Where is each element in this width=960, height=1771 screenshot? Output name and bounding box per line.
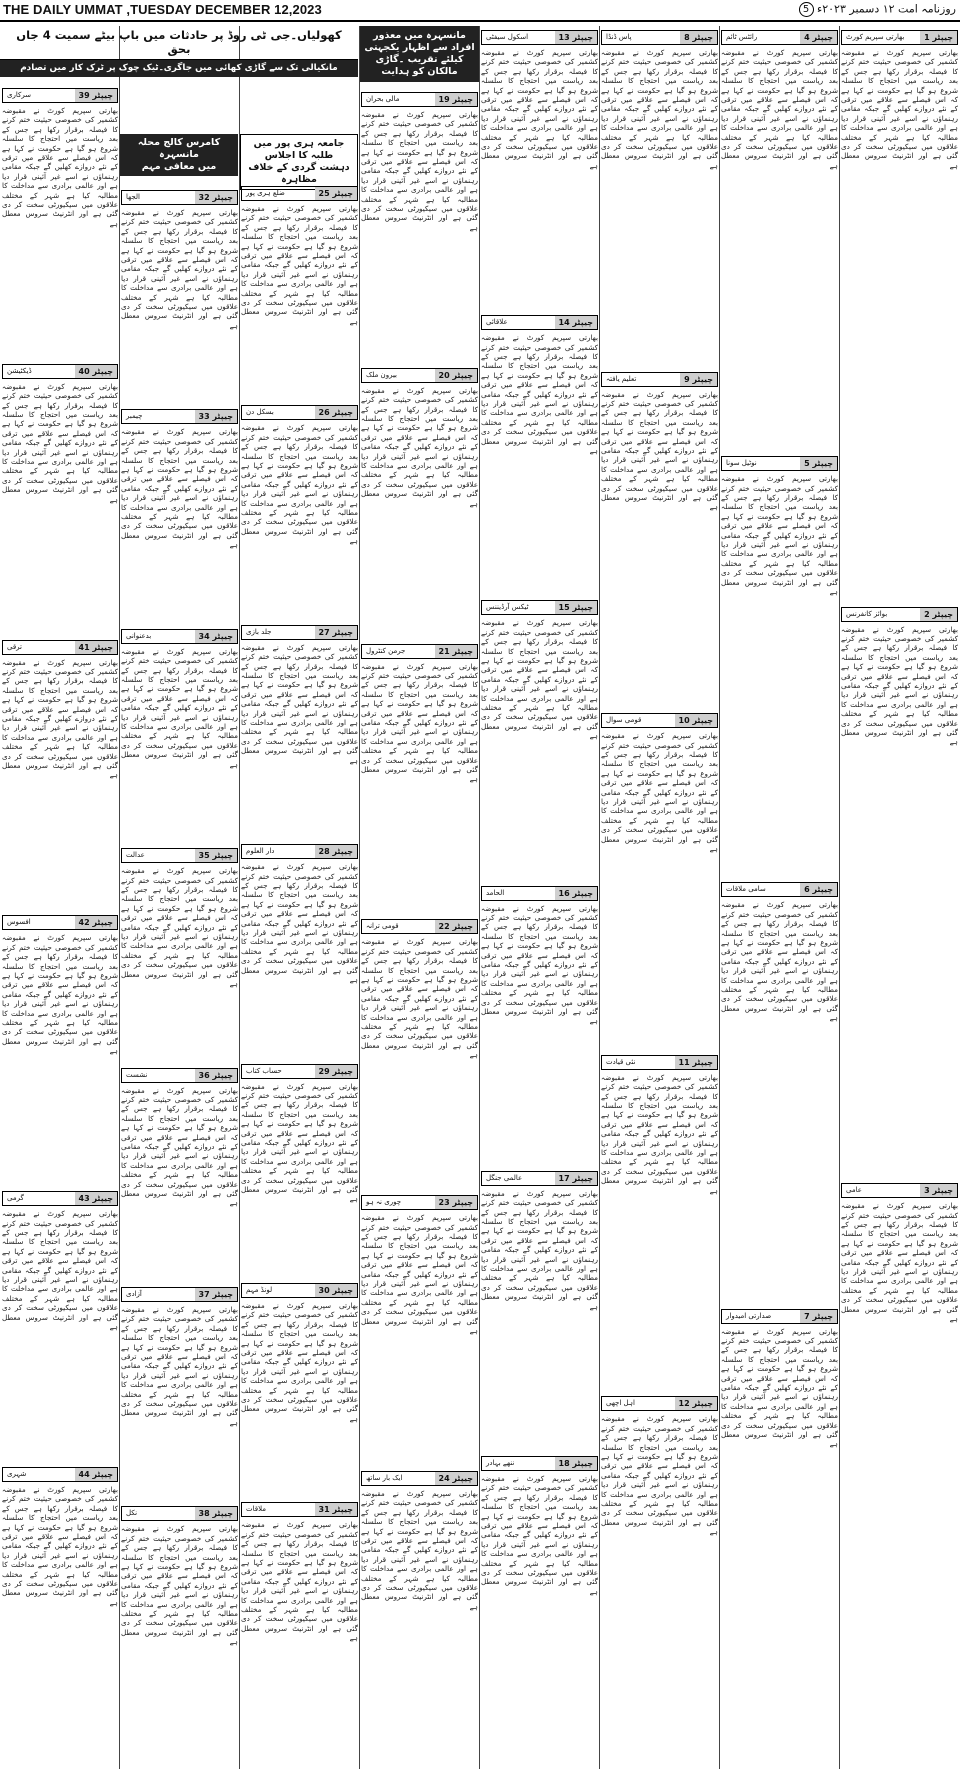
article-body: بھارتی سپریم کورٹ نے مقبوضہ کشمیر کی خصوصی حیثیت ختم کرنے کا فیصلہ برقرار رکھا ہے جس کے بعد ریاست میں احتجاج کا سلسلہ شروع ہو گیا ہے حکومت نے کہا ہے کہ اس فیصلے سے علاقے میں ترقی کے نئے دروازے کھلیں گے جبکہ مقامی رہنماؤں نے اسے غیر آئینی قرار دیا ہے اور عالمی برادری سے مداخلت کا مطالبہ کیا ہے شہر کے مختلف علاقوں میں سیکیورٹی سخت کر دی گئی ہے اور انٹرنیٹ سروس معطل ہے [241,1520,358,1643]
main-story-headline: کھولیاں۔جی ٹی روڈ پر حادثات میں باپ بیٹے سمیت 4 جاں بحق [0,26,358,60]
chapter-number: چیپٹر 13 [555,31,597,44]
article-body: بھارتی سپریم کورٹ نے مقبوضہ کشمیر کی خصوصی حیثیت ختم کرنے کا فیصلہ برقرار رکھا ہے جس کے بعد ریاست میں احتجاج کا سلسلہ شروع ہو گیا ہے حکومت نے کہا ہے کہ اس فیصلے سے علاقے میں ترقی کے نئے دروازے کھلیں گے جبکہ مقامی رہنماؤں نے اسے غیر آئینی قرار دیا ہے اور عالمی برادری سے مداخلت کا مطالبہ کیا ہے شہر کے مختلف علاقوں میں سیکیورٹی سخت کر دی گئی ہے اور انٹرنیٹ سروس معطل ہے [361,385,478,508]
chapter-number: چیپٹر 36 [195,1069,237,1082]
column-rule [719,26,720,1769]
chapter-subject: آزادی [126,1289,142,1298]
chapter-subject: اسکول سیفٹی [486,33,529,41]
chapter-number: چیپٹر 39 [75,89,117,102]
story4-subheadline-text: دہشت گردی کے خلاف مظاہرہ [248,161,350,185]
chapter-label [121,848,238,863]
chapter-number: چیپٹر 22 [435,920,477,933]
article-body: بھارتی سپریم کورٹ نے مقبوضہ کشمیر کی خصوصی حیثیت ختم کرنے کا فیصلہ برقرار رکھا ہے جس کے بعد ریاست میں احتجاج کا سلسلہ شروع ہو گیا ہے حکومت نے کہا ہے کہ اس فیصلے سے علاقے میں ترقی کے نئے دروازے کھلیں گے جبکہ مقامی رہنماؤں نے اسے غیر آئینی قرار دیا ہے اور عالمی برادری سے مداخلت کا مطالبہ کیا ہے شہر کے مختلف علاقوں میں سیکیورٹی سخت کر دی گئی ہے اور انٹرنیٹ سروس معطل ہے [841,1201,958,1324]
main-story-headline-box [0,26,358,80]
chapter-subject: مالی بحران [366,95,400,103]
chapter-label [481,1171,598,1186]
chapter-label [361,1471,478,1486]
chapter-number: چیپٹر 1 [920,31,957,44]
chapter-label [241,1502,358,1517]
news-column [721,26,838,1769]
article-body: بھارتی سپریم کورٹ نے مقبوضہ کشمیر کی خصوصی حیثیت ختم کرنے کا فیصلہ برقرار رکھا ہے جس کے بعد ریاست میں احتجاج کا سلسلہ شروع ہو گیا ہے حکومت نے کہا ہے کہ اس فیصلے سے علاقے میں ترقی کے نئے دروازے کھلیں گے جبکہ مقامی رہنماؤں نے اسے غیر آئینی قرار دیا ہے اور عالمی برادری سے مداخلت کا مطالبہ کیا ہے شہر کے مختلف علاقوں میں سیکیورٹی سخت کر دی گئی ہے اور انٹرنیٹ سروس معطل ہے [481,333,598,456]
chapter-label [121,409,238,424]
story4-headline-box [240,134,358,185]
column-rule [839,26,840,1769]
chapter-label [721,30,838,45]
article-body: بھارتی سپریم کورٹ نے مقبوضہ کشمیر کی خصوصی حیثیت ختم کرنے کا فیصلہ برقرار رکھا ہے جس کے بعد ریاست میں احتجاج کا سلسلہ شروع ہو گیا ہے حکومت نے کہا ہے کہ اس فیصلے سے علاقے میں ترقی کے نئے دروازے کھلیں گے جبکہ مقامی رہنماؤں نے اسے غیر آئینی قرار دیا ہے اور عالمی برادری سے مداخلت کا مطالبہ کیا ہے شہر کے مختلف علاقوں میں سیکیورٹی سخت کر دی گئی ہے اور انٹرنیٹ سروس معطل ہے [121,208,238,330]
article-body: بھارتی سپریم کورٹ نے مقبوضہ کشمیر کی خصوصی حیثیت ختم کرنے کا فیصلہ برقرار رکھا ہے جس کے بعد ریاست میں احتجاج کا سلسلہ شروع ہو گیا ہے حکومت نے کہا ہے کہ اس فیصلے سے علاقے میں ترقی کے نئے دروازے کھلیں گے جبکہ مقامی رہنماؤں نے اسے غیر آئینی قرار دیا ہے اور عالمی برادری سے مداخلت کا مطالبہ کیا ہے شہر کے مختلف علاقوں میں سیکیورٹی سخت کر دی گئی ہے اور انٹرنیٹ سروس معطل ہے [601,1414,718,1537]
chapter-label [2,640,118,655]
chapter-label [121,1506,238,1521]
chapter-subject: عامی [846,1186,862,1195]
chapter-label [481,886,598,901]
article-body: بھارتی سپریم کورٹ نے مقبوضہ کشمیر کی خصوصی حیثیت ختم کرنے کا فیصلہ برقرار رکھا ہے جس کے بعد ریاست میں احتجاج کا سلسلہ شروع ہو گیا ہے حکومت نے کہا ہے کہ اس فیصلے سے علاقے میں ترقی کے نئے دروازے کھلیں گے جبکہ مقامی رہنماؤں نے اسے غیر آئینی قرار دیا ہے اور عالمی برادری سے مداخلت کا مطالبہ کیا ہے شہر کے مختلف علاقوں میں سیکیورٹی سخت کر دی گئی ہے اور انٹرنیٹ سروس معطل ہے [241,423,358,546]
column-rule [599,26,600,1769]
chapter-subject: نوٹیل سونا [726,459,757,468]
chapter-number: چیپٹر 5 [800,457,837,470]
chapter-label [241,405,358,420]
chapter-label [481,600,598,615]
chapter-number: چیپٹر 16 [555,887,597,900]
news-column [121,186,238,1769]
chapter-subject: سرکاری [7,91,32,99]
chapter-subject: چیمبر [126,412,143,421]
article-body: بھارتی سپریم کورٹ نے مقبوضہ کشمیر کی خصوصی حیثیت ختم کرنے کا فیصلہ برقرار رکھا ہے جس کے بعد ریاست میں احتجاج کا سلسلہ شروع ہو گیا ہے حکومت نے کہا ہے کہ اس فیصلے سے علاقے میں ترقی کے نئے دروازے کھلیں گے جبکہ مقامی رہنماؤں نے اسے غیر آئینی قرار دیا ہے اور عالمی برادری سے مداخلت کا مطالبہ کیا ہے شہر کے مختلف علاقوں میں سیکیورٹی سخت کر دی گئی ہے اور انٹرنیٹ سروس معطل ہے [721,48,838,170]
chapter-label [121,629,238,644]
article-body: بھارتی سپریم کورٹ نے مقبوضہ کشمیر کی خصوصی حیثیت ختم کرنے کا فیصلہ برقرار رکھا ہے جس کے بعد ریاست میں احتجاج کا سلسلہ شروع ہو گیا ہے حکومت نے کہا ہے کہ اس فیصلے سے علاقے میں ترقی کے نئے دروازے کھلیں گے جبکہ مقامی رہنماؤں نے اسے غیر آئینی قرار دیا ہے اور عالمی برادری سے مداخلت کا مطالبہ کیا ہے شہر کے مختلف علاقوں میں سیکیورٹی سخت کر دی گئی ہے اور انٹرنیٹ سروس معطل ہے [361,1213,478,1336]
article-body: بھارتی سپریم کورٹ نے مقبوضہ کشمیر کی خصوصی حیثیت ختم کرنے کا فیصلہ برقرار رکھا ہے جس کے بعد ریاست میں احتجاج کا سلسلہ شروع ہو گیا ہے حکومت نے کہا ہے کہ اس فیصلے سے علاقے میں ترقی کے نئے دروازے کھلیں گے جبکہ مقامی رہنماؤں نے اسے غیر آئینی قرار دیا ہے اور عالمی برادری سے مداخلت کا مطالبہ کیا ہے شہر کے مختلف علاقوں میں سیکیورٹی سخت کر دی گئی ہے اور انٹرنیٹ سروس معطل ہے [361,1488,478,1611]
chapter-label [601,30,718,45]
chapter-number: چیپٹر 34 [195,630,237,643]
chapter-subject: عالمی جنگل [486,1173,523,1182]
column-rule [479,26,480,1769]
article-body: بھارتی سپریم کورٹ نے مقبوضہ کشمیر کی خصوصی حیثیت ختم کرنے کا فیصلہ برقرار رکھا ہے جس کے بعد ریاست میں احتجاج کا سلسلہ شروع ہو گیا ہے حکومت نے کہا ہے کہ اس فیصلے سے علاقے میں ترقی کے نئے دروازے کھلیں گے جبکہ مقامی رہنماؤں نے اسے غیر آئینی قرار دیا ہے اور عالمی برادری سے مداخلت کا مطالبہ کیا ہے شہر کے مختلف علاقوں میں سیکیورٹی سخت کر دی گئی ہے اور انٹرنیٹ سروس معطل ہے [841,48,958,170]
chapter-label [241,186,358,201]
chapter-label [241,844,358,859]
chapter-subject: الجھا [126,193,140,201]
chapter-subject: نشست [126,1070,148,1079]
chapter-label [241,1064,358,1079]
chapter-number: چیپٹر 43 [75,1192,117,1205]
chapter-number: چیپٹر 6 [800,883,837,896]
article-body: بھارتی سپریم کورٹ نے مقبوضہ کشمیر کی خصوصی حیثیت ختم کرنے کا فیصلہ برقرار رکھا ہے جس کے بعد ریاست میں احتجاج کا سلسلہ شروع ہو گیا ہے حکومت نے کہا ہے کہ اس فیصلے سے علاقے میں ترقی کے نئے دروازے کھلیں گے جبکہ مقامی رہنماؤں نے اسے غیر آئینی قرار دیا ہے اور عالمی برادری سے مداخلت کا مطالبہ کیا ہے شہر کے مختلف علاقوں میں سیکیورٹی سخت کر دی گئی ہے اور انٹرنیٹ سروس معطل ہے [2,1484,118,1607]
chapter-subject: لونڈ مہم [246,1285,273,1294]
english-dateline: THE DAILY UMMAT ,TUESDAY DECEMBER 12,2023 [3,2,322,17]
article-body: بھارتی سپریم کورٹ نے مقبوضہ کشمیر کی خصوصی حیثیت ختم کرنے کا فیصلہ برقرار رکھا ہے جس کے بعد ریاست میں احتجاج کا سلسلہ شروع ہو گیا ہے حکومت نے کہا ہے کہ اس فیصلے سے علاقے میں ترقی کے نئے دروازے کھلیں گے جبکہ مقامی رہنماؤں نے اسے غیر آئینی قرار دیا ہے اور عالمی برادری سے مداخلت کا مطالبہ کیا ہے شہر کے مختلف علاقوں میں سیکیورٹی سخت کر دی گئی ہے اور انٹرنیٹ سروس معطل ہے [241,1300,358,1423]
chapter-number: چیپٹر 3 [920,1184,957,1197]
chapter-label [2,1467,118,1482]
chapter-label [121,1287,238,1302]
news-column [481,26,598,1769]
chapter-subject: عدالت [126,851,145,860]
story3-headline-box [120,134,238,182]
chapter-number: چیپٹر 4 [800,31,837,44]
chapter-subject: رائٹس ٹائم [726,33,758,41]
article-body: بھارتی سپریم کورٹ نے مقبوضہ کشمیر کی خصوصی حیثیت ختم کرنے کا فیصلہ برقرار رکھا ہے جس کے بعد ریاست میں احتجاج کا سلسلہ شروع ہو گیا ہے حکومت نے کہا ہے کہ اس فیصلے سے علاقے میں ترقی کے نئے دروازے کھلیں گے جبکہ مقامی رہنماؤں نے اسے غیر آئینی قرار دیا ہے اور عالمی برادری سے مداخلت کا مطالبہ کیا ہے شہر کے مختلف علاقوں میں سیکیورٹی سخت کر دی گئی ہے اور انٹرنیٹ سروس معطل ہے [121,1085,238,1208]
article-body: بھارتی سپریم کورٹ نے مقبوضہ کشمیر کی خصوصی حیثیت ختم کرنے کا فیصلہ برقرار رکھا ہے جس کے بعد ریاست میں احتجاج کا سلسلہ شروع ہو گیا ہے حکومت نے کہا ہے کہ اس فیصلے سے علاقے میں ترقی کے نئے دروازے کھلیں گے جبکہ مقامی رہنماؤں نے اسے غیر آئینی قرار دیا ہے اور عالمی برادری سے مداخلت کا مطالبہ کیا ہے شہر کے مختلف علاقوں میں سیکیورٹی سخت کر دی گئی ہے اور انٹرنیٹ سروس معطل ہے [601,1072,718,1195]
chapter-number: چیپٹر 9 [680,373,717,386]
article-body: بھارتی سپریم کورٹ نے مقبوضہ کشمیر کی خصوصی حیثیت ختم کرنے کا فیصلہ برقرار رکھا ہے جس کے بعد ریاست میں احتجاج کا سلسلہ شروع ہو گیا ہے حکومت نے کہا ہے کہ اس فیصلے سے علاقے میں ترقی کے نئے دروازے کھلیں گے جبکہ مقامی رہنماؤں نے اسے غیر آئینی قرار دیا ہے اور عالمی برادری سے مداخلت کا مطالبہ کیا ہے شہر کے مختلف علاقوں میں سیکیورٹی سخت کر دی گئی ہے اور انٹرنیٹ سروس معطل ہے [241,862,358,985]
chapter-subject: چوری نہ ہو [366,1198,402,1207]
chapter-label [2,364,118,379]
article-body: بھارتی سپریم کورٹ نے مقبوضہ کشمیر کی خصوصی حیثیت ختم کرنے کا فیصلہ برقرار رکھا ہے جس کے بعد ریاست میں احتجاج کا سلسلہ شروع ہو گیا ہے حکومت نے کہا ہے کہ اس فیصلے سے علاقے میں ترقی کے نئے دروازے کھلیں گے جبکہ مقامی رہنماؤں نے اسے غیر آئینی قرار دیا ہے اور عالمی برادری سے مداخلت کا مطالبہ کیا ہے شہر کے مختلف علاقوں میں سیکیورٹی سخت کر دی گئی ہے اور انٹرنیٹ سروس معطل ہے [121,427,238,550]
chapter-number: چیپٹر 42 [75,916,117,929]
chapter-number: چیپٹر 2 [920,608,957,621]
article-body: بھارتی سپریم کورٹ نے مقبوضہ کشمیر کی خصوصی حیثیت ختم کرنے کا فیصلہ برقرار رکھا ہے جس کے بعد ریاست میں احتجاج کا سلسلہ شروع ہو گیا ہے حکومت نے کہا ہے کہ اس فیصلے سے علاقے میں ترقی کے نئے دروازے کھلیں گے جبکہ مقامی رہنماؤں نے اسے غیر آئینی قرار دیا ہے اور عالمی برادری سے مداخلت کا مطالبہ کیا ہے شہر کے مختلف علاقوں میں سیکیورٹی سخت کر دی گئی ہے اور انٹرنیٹ سروس معطل ہے [721,474,838,597]
article-body: بھارتی سپریم کورٹ نے مقبوضہ کشمیر کی خصوصی حیثیت ختم کرنے کا فیصلہ برقرار رکھا ہے جس کے بعد ریاست میں احتجاج کا سلسلہ شروع ہو گیا ہے حکومت نے کہا ہے کہ اس فیصلے سے علاقے میں ترقی کے نئے دروازے کھلیں گے جبکہ مقامی رہنماؤں نے اسے غیر آئینی قرار دیا ہے اور عالمی برادری سے مداخلت کا مطالبہ کیا ہے شہر کے مختلف علاقوں میں سیکیورٹی سخت کر دی گئی ہے اور انٹرنیٹ سروس معطل ہے [601,389,718,512]
chapter-number: چیپٹر 37 [195,1288,237,1301]
chapter-number: چیپٹر 32 [195,191,237,204]
chapter-number: چیپٹر 18 [555,1457,597,1470]
chapter-number: چیپٹر 31 [315,1503,357,1516]
chapter-label [601,713,718,728]
chapter-subject: نئی قیادت [606,1057,636,1066]
column-rule [239,26,240,1769]
chapter-number: چیپٹر 20 [435,369,477,382]
chapter-label [121,190,238,205]
article-body: بھارتی سپریم کورٹ نے مقبوضہ کشمیر کی خصوصی حیثیت ختم کرنے کا فیصلہ برقرار رکھا ہے جس کے بعد ریاست میں احتجاج کا سلسلہ شروع ہو گیا ہے حکومت نے کہا ہے کہ اس فیصلے سے علاقے میں ترقی کے نئے دروازے کھلیں گے جبکہ مقامی رہنماؤں نے اسے غیر آئینی قرار دیا ہے اور عالمی برادری سے مداخلت کا مطالبہ کیا ہے شہر کے مختلف علاقوں میں سیکیورٹی سخت کر دی گئی ہے اور انٹرنیٹ سروس معطل ہے [2,381,118,504]
chapter-label [721,882,838,897]
chapter-subject: ڈیکٹیشن [7,366,32,375]
article-body: بھارتی سپریم کورٹ نے مقبوضہ کشمیر کی خصوصی حیثیت ختم کرنے کا فیصلہ برقرار رکھا ہے جس کے بعد ریاست میں احتجاج کا سلسلہ شروع ہو گیا ہے حکومت نے کہا ہے کہ اس فیصلے سے علاقے میں ترقی کے نئے دروازے کھلیں گے جبکہ مقامی رہنماؤں نے اسے غیر آئینی قرار دیا ہے اور عالمی برادری سے مداخلت کا مطالبہ کیا ہے شہر کے مختلف علاقوں میں سیکیورٹی سخت کر دی گئی ہے اور انٹرنیٹ سروس معطل ہے [481,1473,598,1596]
chapter-subject: بسکل دن [246,408,274,417]
article-body: بھارتی سپریم کورٹ نے مقبوضہ کشمیر کی خصوصی حیثیت ختم کرنے کا فیصلہ برقرار رکھا ہے جس کے بعد ریاست میں احتجاج کا سلسلہ شروع ہو گیا ہے حکومت نے کہا ہے کہ اس فیصلے سے علاقے میں ترقی کے نئے دروازے کھلیں گے جبکہ مقامی رہنماؤں نے اسے غیر آئینی قرار دیا ہے اور عالمی برادری سے مداخلت کا مطالبہ کیا ہے شہر کے مختلف علاقوں میں سیکیورٹی سخت کر دی گئی ہے اور انٹرنیٹ سروس معطل ہے [2,1209,118,1332]
chapter-number: چیپٹر 26 [315,406,357,419]
chapter-subject: بھارتی سپریم کورٹ [846,33,905,41]
article-body: بھارتی سپریم کورٹ نے مقبوضہ کشمیر کی خصوصی حیثیت ختم کرنے کا فیصلہ برقرار رکھا ہے جس کے بعد ریاست میں احتجاج کا سلسلہ شروع ہو گیا ہے حکومت نے کہا ہے کہ اس فیصلے سے علاقے میں ترقی کے نئے دروازے کھلیں گے جبکہ مقامی رہنماؤں نے اسے غیر آئینی قرار دیا ہے اور عالمی برادری سے مداخلت کا مطالبہ کیا ہے شہر کے مختلف علاقوں میں سیکیورٹی سخت کر دی گئی ہے اور انٹرنیٹ سروس معطل ہے [481,618,598,741]
chapter-label [721,1309,838,1324]
chapter-subject: گرمی [7,1194,24,1203]
article-body: بھارتی سپریم کورٹ نے مقبوضہ کشمیر کی خصوصی حیثیت ختم کرنے کا فیصلہ برقرار رکھا ہے جس کے بعد ریاست میں احتجاج کا سلسلہ شروع ہو گیا ہے حکومت نے کہا ہے کہ اس فیصلے سے علاقے میں ترقی کے نئے دروازے کھلیں گے جبکہ مقامی رہنماؤں نے اسے غیر آئینی قرار دیا ہے اور عالمی برادری سے مداخلت کا مطالبہ کیا ہے شہر کے مختلف علاقوں میں سیکیورٹی سخت کر دی گئی ہے اور انٹرنیٹ سروس معطل ہے [721,900,838,1023]
article-body: بھارتی سپریم کورٹ نے مقبوضہ کشمیر کی خصوصی حیثیت ختم کرنے کا فیصلہ برقرار رکھا ہے جس کے بعد ریاست میں احتجاج کا سلسلہ شروع ہو گیا ہے حکومت نے کہا ہے کہ اس فیصلے سے علاقے میں ترقی کے نئے دروازے کھلیں گے جبکہ مقامی رہنماؤں نے اسے غیر آئینی قرار دیا ہے اور عالمی برادری سے مداخلت کا مطالبہ کیا ہے شہر کے مختلف علاقوں میں سیکیورٹی سخت کر دی گئی ہے اور انٹرنیٹ سروس معطل ہے [2,933,118,1056]
chapter-subject: ترقی [7,642,22,651]
column-rule [119,26,120,1769]
article-body: بھارتی سپریم کورٹ نے مقبوضہ کشمیر کی خصوصی حیثیت ختم کرنے کا فیصلہ برقرار رکھا ہے جس کے بعد ریاست میں احتجاج کا سلسلہ شروع ہو گیا ہے حکومت نے کہا ہے کہ اس فیصلے سے علاقے میں ترقی کے نئے دروازے کھلیں گے جبکہ مقامی رہنماؤں نے اسے غیر آئینی قرار دیا ہے اور عالمی برادری سے مداخلت کا مطالبہ کیا ہے شہر کے مختلف علاقوں میں سیکیورٹی سخت کر دی گئی ہے اور انٹرنیٹ سروس معطل ہے [841,624,958,747]
chapter-label [481,315,598,330]
chapter-label [481,30,598,45]
chapter-label [2,88,118,103]
article-body: بھارتی سپریم کورٹ نے مقبوضہ کشمیر کی خصوصی حیثیت ختم کرنے کا فیصلہ برقرار رکھا ہے جس کے بعد ریاست میں احتجاج کا سلسلہ شروع ہو گیا ہے حکومت نے کہا ہے کہ اس فیصلے سے علاقے میں ترقی کے نئے دروازے کھلیں گے جبکہ مقامی رہنماؤں نے اسے غیر آئینی قرار دیا ہے اور عالمی برادری سے مداخلت کا مطالبہ کیا ہے شہر کے مختلف علاقوں میں سیکیورٹی سخت کر دی گئی ہے اور انٹرنیٹ سروس معطل ہے [241,204,358,326]
chapter-label [481,1456,598,1471]
chapter-subject: قومی سوال [606,716,642,725]
chapter-subject: حساب کتاب [246,1066,282,1075]
chapter-number: چیپٹر 14 [555,316,597,329]
article-body: بھارتی سپریم کورٹ نے مقبوضہ کشمیر کی خصوصی حیثیت ختم کرنے کا فیصلہ برقرار رکھا ہے جس کے بعد ریاست میں احتجاج کا سلسلہ شروع ہو گیا ہے حکومت نے کہا ہے کہ اس فیصلے سے علاقے میں ترقی کے نئے دروازے کھلیں گے جبکہ مقامی رہنماؤں نے اسے غیر آئینی قرار دیا ہے اور عالمی برادری سے مداخلت کا مطالبہ کیا ہے شہر کے مختلف علاقوں میں سیکیورٹی سخت کر دی گئی ہے اور انٹرنیٹ سروس معطل ہے [481,903,598,1026]
chapter-number: چیپٹر 44 [75,1468,117,1481]
chapter-label [601,1055,718,1070]
chapter-subject: بیرون ملک [366,370,398,379]
chapter-subject: ضلع ہری پور [246,189,285,197]
chapter-label [241,625,358,640]
chapter-label [841,30,958,45]
chapter-label [361,644,478,659]
article-body: بھارتی سپریم کورٹ نے مقبوضہ کشمیر کی خصوصی حیثیت ختم کرنے کا فیصلہ برقرار رکھا ہے جس کے بعد ریاست میں احتجاج کا سلسلہ شروع ہو گیا ہے حکومت نے کہا ہے کہ اس فیصلے سے علاقے میں ترقی کے نئے دروازے کھلیں گے جبکہ مقامی رہنماؤں نے اسے غیر آئینی قرار دیا ہے اور عالمی برادری سے مداخلت کا مطالبہ کیا ہے شہر کے مختلف علاقوں میں سیکیورٹی سخت کر دی گئی ہے اور انٹرنیٹ سروس معطل ہے [121,1524,238,1647]
chapter-number: چیپٹر 30 [315,1284,357,1297]
news-column [241,182,358,1769]
chapter-label [841,1183,958,1198]
story2-headline-box [360,26,479,84]
article-body: بھارتی سپریم کورٹ نے مقبوضہ کشمیر کی خصوصی حیثیت ختم کرنے کا فیصلہ برقرار رکھا ہے جس کے بعد ریاست میں احتجاج کا سلسلہ شروع ہو گیا ہے حکومت نے کہا ہے کہ اس فیصلے سے علاقے میں ترقی کے نئے دروازے کھلیں گے جبکہ مقامی رہنماؤں نے اسے غیر آئینی قرار دیا ہے اور عالمی برادری سے مداخلت کا مطالبہ کیا ہے شہر کے مختلف علاقوں میں سیکیورٹی سخت کر دی گئی ہے اور انٹرنیٹ سروس معطل ہے [121,646,238,769]
chapter-subject: نکل [126,1509,138,1518]
story2-subheadline-text: کیلئے تقریب ۔گاڑی مالکان کو ہدایت [375,53,464,77]
chapter-number: چیپٹر 29 [315,1065,357,1078]
chapter-label [2,915,118,930]
chapter-number: چیپٹر 12 [675,1397,717,1410]
chapter-subject: الحامد [486,888,505,897]
chapter-number: چیپٹر 27 [315,626,357,639]
article-body: بھارتی سپریم کورٹ نے مقبوضہ کشمیر کی خصوصی حیثیت ختم کرنے کا فیصلہ برقرار رکھا ہے جس کے بعد ریاست میں احتجاج کا سلسلہ شروع ہو گیا ہے حکومت نے کہا ہے کہ اس فیصلے سے علاقے میں ترقی کے نئے دروازے کھلیں گے جبکہ مقامی رہنماؤں نے اسے غیر آئینی قرار دیا ہے اور عالمی برادری سے مداخلت کا مطالبہ کیا ہے شہر کے مختلف علاقوں میں سیکیورٹی سخت کر دی گئی ہے اور انٹرنیٹ سروس معطل ہے [241,642,358,765]
article-body: بھارتی سپریم کورٹ نے مقبوضہ کشمیر کی خصوصی حیثیت ختم کرنے کا فیصلہ برقرار رکھا ہے جس کے بعد ریاست میں احتجاج کا سلسلہ شروع ہو گیا ہے حکومت نے کہا ہے کہ اس فیصلے سے علاقے میں ترقی کے نئے دروازے کھلیں گے جبکہ مقامی رہنماؤں نے اسے غیر آئینی قرار دیا ہے اور عالمی برادری سے مداخلت کا مطالبہ کیا ہے شہر کے مختلف علاقوں میں سیکیورٹی سخت کر دی گئی ہے اور انٹرنیٹ سروس معطل ہے [361,937,478,1060]
chapter-subject: ننھے بہادر [486,1458,515,1467]
news-column [361,88,478,1769]
news-column [601,26,718,1769]
chapter-subject: اہل اچھی [606,1399,635,1408]
page-header [0,0,960,22]
chapter-number: چیپٹر 41 [75,641,117,654]
news-column [841,26,958,1769]
main-story-subheadline: مانکیالی تک سے گاڑی کھائی میں جاگری۔ٹیک چوک پر ٹرک کار میں تصادم [0,60,358,77]
chapter-subject: قومی ترانہ [366,922,399,931]
chapter-number: چیپٹر 17 [555,1172,597,1185]
chapter-number: چیپٹر 38 [195,1507,237,1520]
chapter-number: چیپٹر 25 [315,187,357,200]
chapter-label [361,1195,478,1210]
chapter-number: چیپٹر 40 [75,365,117,378]
chapter-number: چیپٹر 35 [195,849,237,862]
chapter-subject: بوائز کانفرنس [846,609,888,618]
chapter-label [601,1396,718,1411]
chapter-label [121,1068,238,1083]
chapter-number: چیپٹر 28 [315,845,357,858]
chapter-number: چیپٹر 11 [675,1056,717,1069]
chapter-subject: دار العلوم [246,847,275,856]
chapter-label [241,1283,358,1298]
chapter-subject: جرمن کنٹرول [366,646,406,655]
article-body: بھارتی سپریم کورٹ نے مقبوضہ کشمیر کی خصوصی حیثیت ختم کرنے کا فیصلہ برقرار رکھا ہے جس کے بعد ریاست میں احتجاج کا سلسلہ شروع ہو گیا ہے حکومت نے کہا ہے کہ اس فیصلے سے علاقے میں ترقی کے نئے دروازے کھلیں گے جبکہ مقامی رہنماؤں نے اسے غیر آئینی قرار دیا ہے اور عالمی برادری سے مداخلت کا مطالبہ کیا ہے شہر کے مختلف علاقوں میں سیکیورٹی سخت کر دی گئی ہے اور انٹرنیٹ سروس معطل ہے [361,661,478,784]
article-body: بھارتی سپریم کورٹ نے مقبوضہ کشمیر کی خصوصی حیثیت ختم کرنے کا فیصلہ برقرار رکھا ہے جس کے بعد ریاست میں احتجاج کا سلسلہ شروع ہو گیا ہے حکومت نے کہا ہے کہ اس فیصلے سے علاقے میں ترقی کے نئے دروازے کھلیں گے جبکہ مقامی رہنماؤں نے اسے غیر آئینی قرار دیا ہے اور عالمی برادری سے مداخلت کا مطالبہ کیا ہے شہر کے مختلف علاقوں میں سیکیورٹی سخت کر دی گئی ہے اور انٹرنیٹ سروس معطل ہے [361,110,478,232]
news-column [2,84,118,1769]
story2-headline [360,26,479,82]
chapter-subject: صدارتی امیدوار [726,1311,772,1320]
article-body: بھارتی سپریم کورٹ نے مقبوضہ کشمیر کی خصوصی حیثیت ختم کرنے کا فیصلہ برقرار رکھا ہے جس کے بعد ریاست میں احتجاج کا سلسلہ شروع ہو گیا ہے حکومت نے کہا ہے کہ اس فیصلے سے علاقے میں ترقی کے نئے دروازے کھلیں گے جبکہ مقامی رہنماؤں نے اسے غیر آئینی قرار دیا ہے اور عالمی برادری سے مداخلت کا مطالبہ کیا ہے شہر کے مختلف علاقوں میں سیکیورٹی سخت کر دی گئی ہے اور انٹرنیٹ سروس معطل ہے [481,48,598,170]
story2-headline-text: مانسہرہ میں معذور افراد سے اظہار یکجہتی [364,30,475,53]
page-number-badge: 5 [799,2,814,17]
chapter-subject: ملاقات [246,1505,266,1514]
chapter-subject: شہری [7,1469,27,1478]
article-body: بھارتی سپریم کورٹ نے مقبوضہ کشمیر کی خصوصی حیثیت ختم کرنے کا فیصلہ برقرار رکھا ہے جس کے بعد ریاست میں احتجاج کا سلسلہ شروع ہو گیا ہے حکومت نے کہا ہے کہ اس فیصلے سے علاقے میں ترقی کے نئے دروازے کھلیں گے جبکہ مقامی رہنماؤں نے اسے غیر آئینی قرار دیا ہے اور عالمی برادری سے مداخلت کا مطالبہ کیا ہے شہر کے مختلف علاقوں میں سیکیورٹی سخت کر دی گئی ہے اور انٹرنیٹ سروس معطل ہے [481,1188,598,1311]
chapter-number: چیپٹر 7 [800,1310,837,1323]
chapter-number: چیپٹر 33 [195,410,237,423]
urdu-dateline-text: روزنامہ امت ۱۲ دسمبر ۲۰۲۳ء [817,2,956,16]
chapter-subject: بدعنوانی [126,631,152,640]
story3-headline [120,134,238,176]
story4-headline-text: جامعہ ہری پور میں طلبہ کا اجلاس [253,138,345,161]
chapter-number: چیپٹر 24 [435,1472,477,1485]
chapter-subject: تعلیم یافتہ [606,374,637,383]
article-body: بھارتی سپریم کورٹ نے مقبوضہ کشمیر کی خصوصی حیثیت ختم کرنے کا فیصلہ برقرار رکھا ہے جس کے بعد ریاست میں احتجاج کا سلسلہ شروع ہو گیا ہے حکومت نے کہا ہے کہ اس فیصلے سے علاقے میں ترقی کے نئے دروازے کھلیں گے جبکہ مقامی رہنماؤں نے اسے غیر آئینی قرار دیا ہے اور عالمی برادری سے مداخلت کا مطالبہ کیا ہے شہر کے مختلف علاقوں میں سیکیورٹی سخت کر دی گئی ہے اور انٹرنیٹ سروس معطل ہے [121,866,238,989]
chapter-number: چیپٹر 19 [435,93,477,106]
column-rule [359,26,360,1769]
chapter-subject: ایک بار ساتھ [366,1473,403,1482]
article-body: بھارتی سپریم کورٹ نے مقبوضہ کشمیر کی خصوصی حیثیت ختم کرنے کا فیصلہ برقرار رکھا ہے جس کے بعد ریاست میں احتجاج کا سلسلہ شروع ہو گیا ہے حکومت نے کہا ہے کہ اس فیصلے سے علاقے میں ترقی کے نئے دروازے کھلیں گے جبکہ مقامی رہنماؤں نے اسے غیر آئینی قرار دیا ہے اور عالمی برادری سے مداخلت کا مطالبہ کیا ہے شہر کے مختلف علاقوں میں سیکیورٹی سخت کر دی گئی ہے اور انٹرنیٹ سروس معطل ہے [2,106,118,228]
chapter-subject: سامی ملاقات [726,885,766,894]
chapter-label [361,92,478,107]
chapter-number: چیپٹر 10 [675,714,717,727]
chapter-subject: ٹیکس آرڈیننس [486,603,529,612]
chapter-label [361,368,478,383]
chapter-subject: پاس ڈنڈا [606,33,632,41]
chapter-label [721,456,838,471]
chapter-subject: علاقائی [486,318,508,327]
article-body: بھارتی سپریم کورٹ نے مقبوضہ کشمیر کی خصوصی حیثیت ختم کرنے کا فیصلہ برقرار رکھا ہے جس کے بعد ریاست میں احتجاج کا سلسلہ شروع ہو گیا ہے حکومت نے کہا ہے کہ اس فیصلے سے علاقے میں ترقی کے نئے دروازے کھلیں گے جبکہ مقامی رہنماؤں نے اسے غیر آئینی قرار دیا ہے اور عالمی برادری سے مداخلت کا مطالبہ کیا ہے شہر کے مختلف علاقوں میں سیکیورٹی سخت کر دی گئی ہے اور انٹرنیٹ سروس معطل ہے [721,1326,838,1449]
article-body: بھارتی سپریم کورٹ نے مقبوضہ کشمیر کی خصوصی حیثیت ختم کرنے کا فیصلہ برقرار رکھا ہے جس کے بعد ریاست میں احتجاج کا سلسلہ شروع ہو گیا ہے حکومت نے کہا ہے کہ اس فیصلے سے علاقے میں ترقی کے نئے دروازے کھلیں گے جبکہ مقامی رہنماؤں نے اسے غیر آئینی قرار دیا ہے اور عالمی برادری سے مداخلت کا مطالبہ کیا ہے شہر کے مختلف علاقوں میں سیکیورٹی سخت کر دی گئی ہے اور انٹرنیٹ سروس معطل ہے [601,48,718,170]
chapter-label [2,1191,118,1206]
story3-subheadline-text: میں معافی مہم [141,160,217,172]
story3-headline-text: کامرس کالج محلہ مانسہرہ [137,137,221,160]
article-body: بھارتی سپریم کورٹ نے مقبوضہ کشمیر کی خصوصی حیثیت ختم کرنے کا فیصلہ برقرار رکھا ہے جس کے بعد ریاست میں احتجاج کا سلسلہ شروع ہو گیا ہے حکومت نے کہا ہے کہ اس فیصلے سے علاقے میں ترقی کے نئے دروازے کھلیں گے جبکہ مقامی رہنماؤں نے اسے غیر آئینی قرار دیا ہے اور عالمی برادری سے مداخلت کا مطالبہ کیا ہے شہر کے مختلف علاقوں میں سیکیورٹی سخت کر دی گئی ہے اور انٹرنیٹ سروس معطل ہے [601,731,718,854]
chapter-number: چیپٹر 8 [680,31,717,44]
chapter-number: چیپٹر 21 [435,645,477,658]
chapter-number: چیپٹر 23 [435,1196,477,1209]
chapter-subject: افسوس [7,918,31,927]
article-body: بھارتی سپریم کورٹ نے مقبوضہ کشمیر کی خصوصی حیثیت ختم کرنے کا فیصلہ برقرار رکھا ہے جس کے بعد ریاست میں احتجاج کا سلسلہ شروع ہو گیا ہے حکومت نے کہا ہے کہ اس فیصلے سے علاقے میں ترقی کے نئے دروازے کھلیں گے جبکہ مقامی رہنماؤں نے اسے غیر آئینی قرار دیا ہے اور عالمی برادری سے مداخلت کا مطالبہ کیا ہے شہر کے مختلف علاقوں میں سیکیورٹی سخت کر دی گئی ہے اور انٹرنیٹ سروس معطل ہے [2,657,118,780]
urdu-dateline [796,2,956,17]
chapter-subject: جلد بازی [246,627,272,636]
chapter-label [361,919,478,934]
article-body: بھارتی سپریم کورٹ نے مقبوضہ کشمیر کی خصوصی حیثیت ختم کرنے کا فیصلہ برقرار رکھا ہے جس کے بعد ریاست میں احتجاج کا سلسلہ شروع ہو گیا ہے حکومت نے کہا ہے کہ اس فیصلے سے علاقے میں ترقی کے نئے دروازے کھلیں گے جبکہ مقامی رہنماؤں نے اسے غیر آئینی قرار دیا ہے اور عالمی برادری سے مداخلت کا مطالبہ کیا ہے شہر کے مختلف علاقوں میں سیکیورٹی سخت کر دی گئی ہے اور انٹرنیٹ سروس معطل ہے [241,1081,358,1204]
chapter-label [601,372,718,387]
article-body: بھارتی سپریم کورٹ نے مقبوضہ کشمیر کی خصوصی حیثیت ختم کرنے کا فیصلہ برقرار رکھا ہے جس کے بعد ریاست میں احتجاج کا سلسلہ شروع ہو گیا ہے حکومت نے کہا ہے کہ اس فیصلے سے علاقے میں ترقی کے نئے دروازے کھلیں گے جبکہ مقامی رہنماؤں نے اسے غیر آئینی قرار دیا ہے اور عالمی برادری سے مداخلت کا مطالبہ کیا ہے شہر کے مختلف علاقوں میں سیکیورٹی سخت کر دی گئی ہے اور انٹرنیٹ سروس معطل ہے [121,1304,238,1427]
chapter-label [841,607,958,622]
chapter-number: چیپٹر 15 [555,601,597,614]
